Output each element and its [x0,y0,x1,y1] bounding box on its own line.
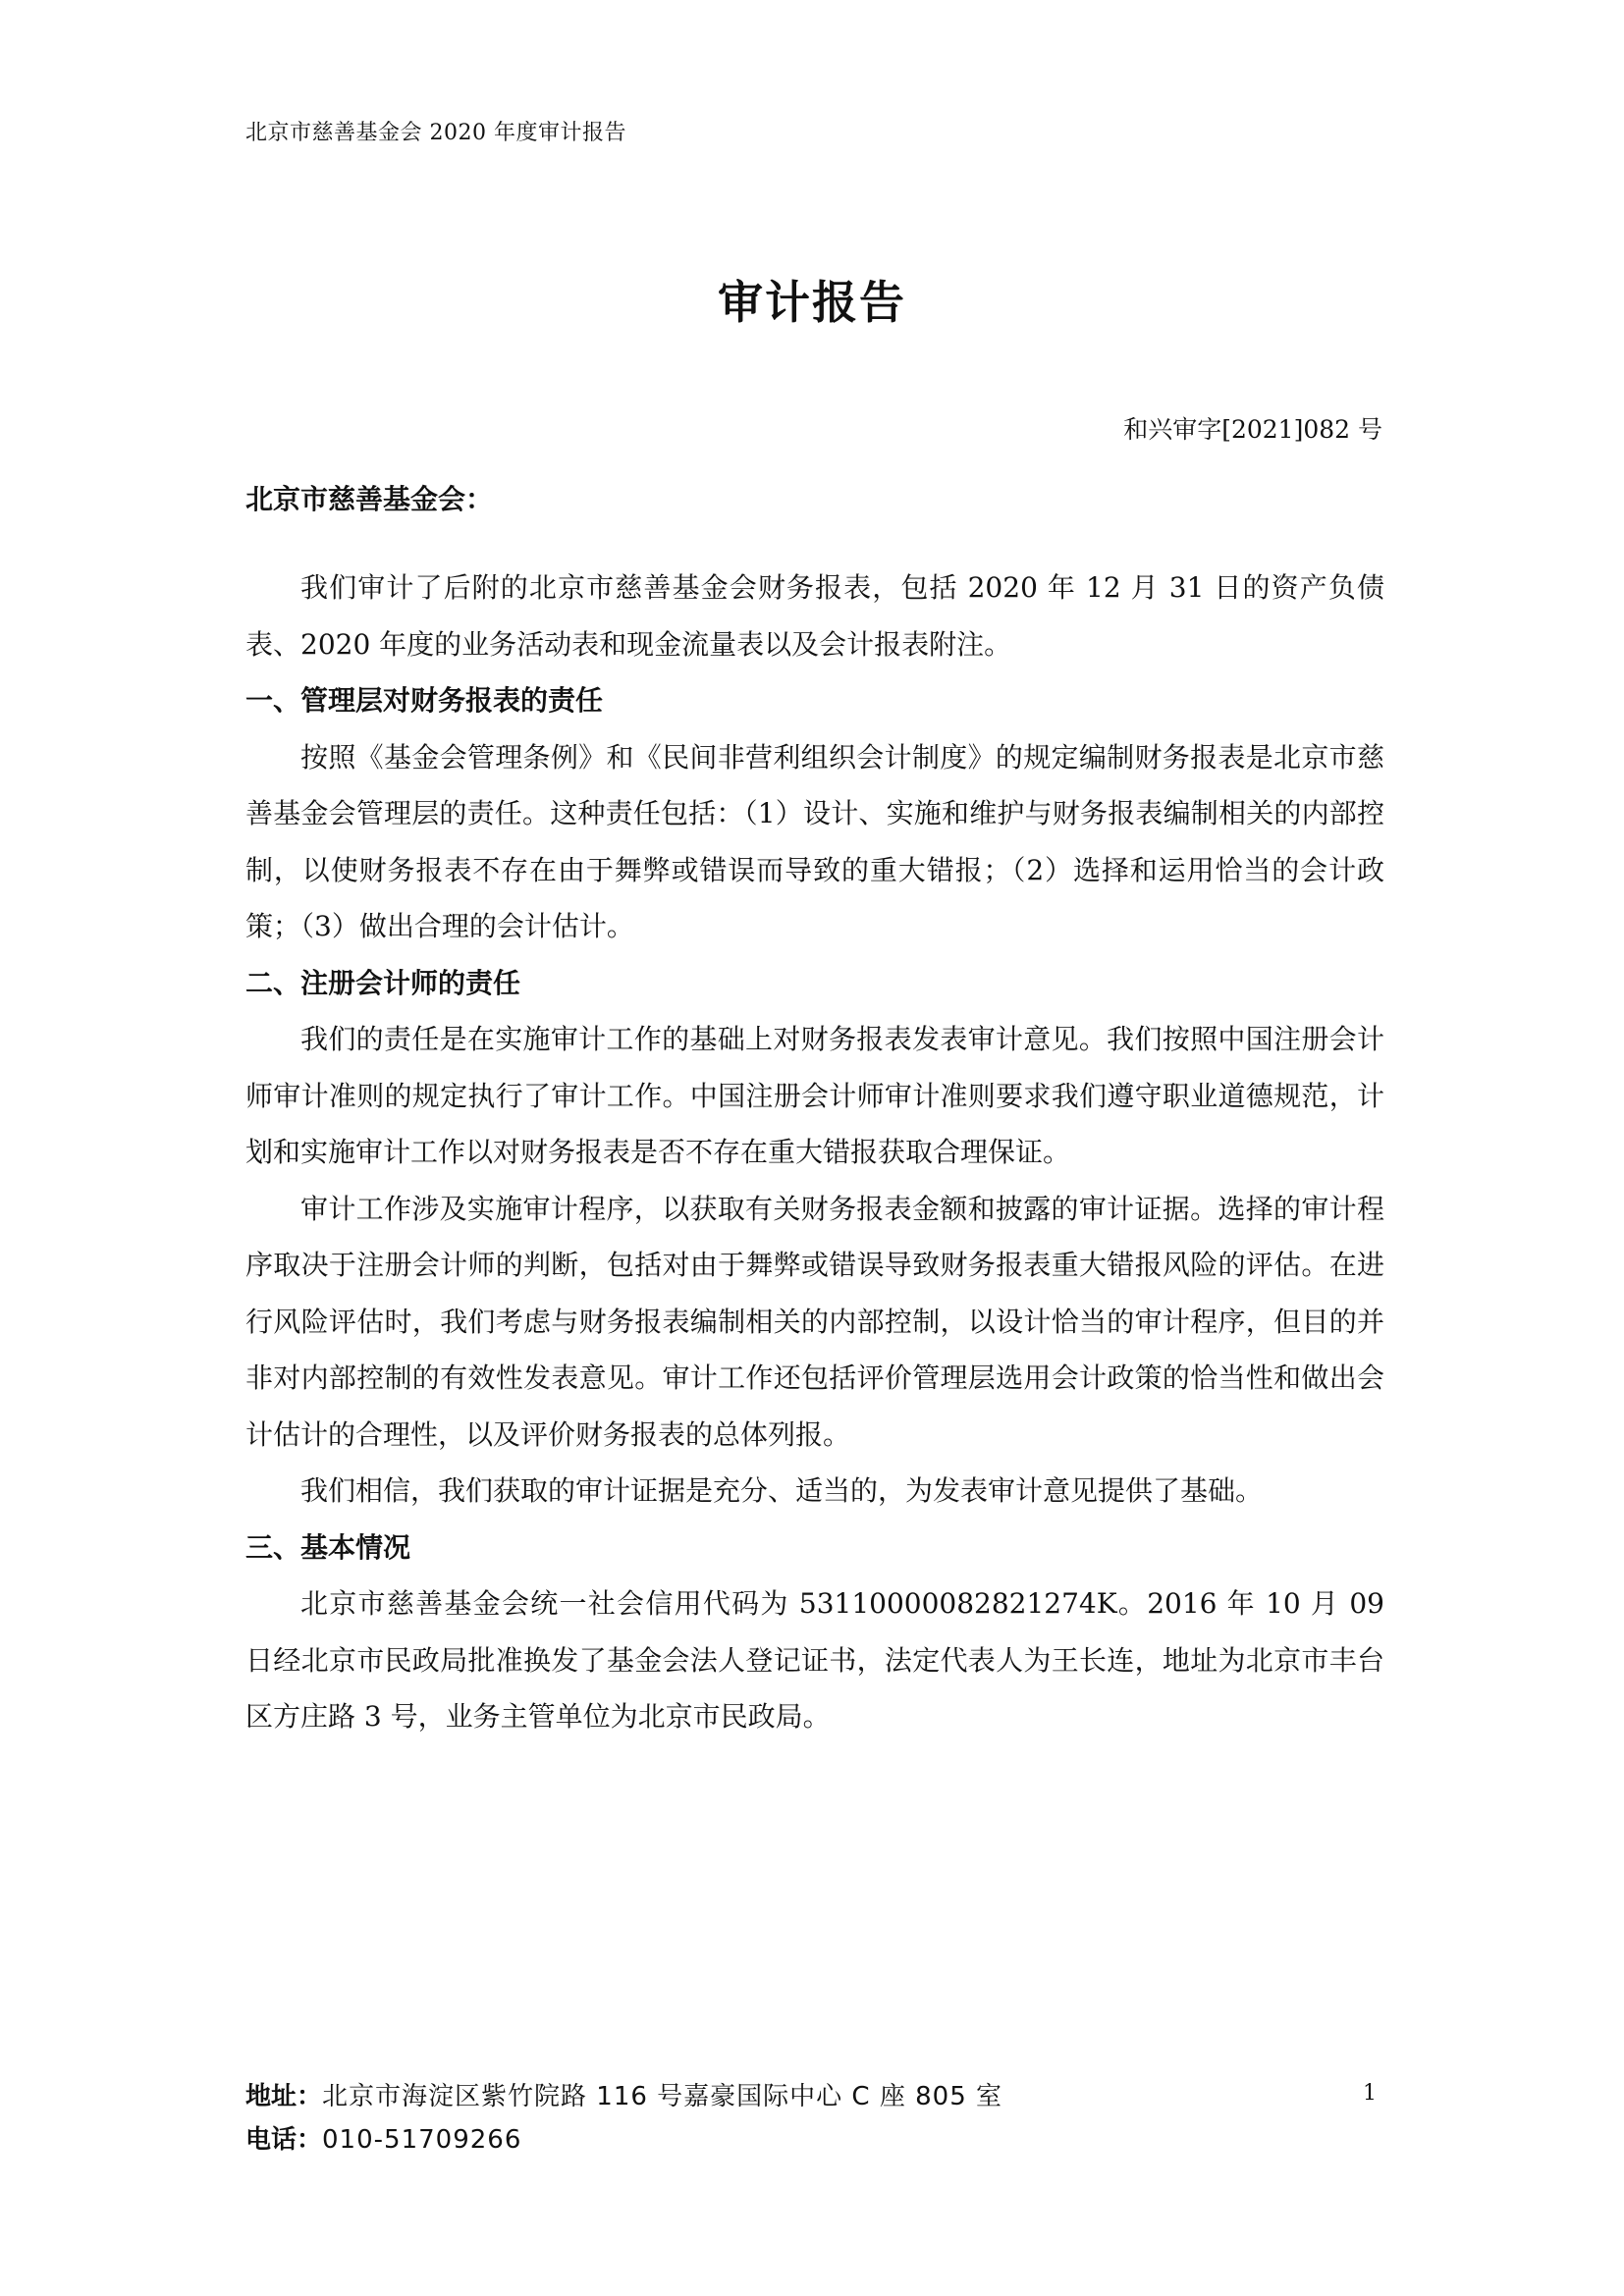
footer-address [245,2075,1002,2118]
phone-label: 电话： [245,2125,323,2155]
paragraph-management-responsibility: 按照《基金会管理条例》和《民间非营利组织会计制度》的规定编制财务报表是北京市慈善基金会管理层的责任。这种责任包括：（1）设计、实施和维护与财务报表编制相关的内部控制，以使财务报表不存在由于舞弊或错误而导致的重大错报；（2）选择和运用恰当的会计政策；（3）做出合理的会计估计。 [245,740,1384,942]
page-title: 审计报告 [718,276,906,329]
page-footer [245,2075,1002,2162]
report-body [245,560,1384,1745]
paragraph-audit-evidence: 我们相信，我们获取的审计证据是充分、适当的，为发表审计意见提供了基础。 [300,1474,1264,1507]
paragraph-auditor-responsibility: 我们的责任是在实施审计工作的基础上对财务报表发表审计意见。我们按照中国注册会计师审计准则的规定执行了审计工作。中国注册会计师审计准则要求我们遵守职业道德规范，计划和实施审计工作以对财务报表是否不存在重大错报获取合理保证。 [245,1023,1384,1168]
address-label: 地址： [245,2082,323,2111]
address-value: 北京市海淀区紫竹院路 116 号嘉豪国际中心 C 座 805 室 [322,2082,1003,2111]
footer-phone [245,2118,1002,2162]
addressee: 北京市慈善基金会： [245,483,494,515]
section-heading-management: 一、管理层对财务报表的责任 [245,684,604,717]
paragraph-audit-procedures: 审计工作涉及实施审计程序，以获取有关财务报表金额和披露的审计证据。选择的审计程序取决于注册会计师的判断，包括对由于舞弊或错误导致财务报表重大错报风险的评估。在进行风险评估时，我们考虑与财务报表编制相关的内部控制，以设计恰当的审计程序，但目的并非对内部控制的有效性发表意见。审计工作还包括评价管理层选用会计政策的恰当性和做出会计估计的合理性，以及评价财务报表的总体列报。 [245,1192,1384,1451]
reference-number: 和兴审字[2021]082 号 [1123,415,1382,444]
paragraph-basic-info: 北京市慈善基金会统一社会信用代码为 53110000082821274K。2016 年 10 月 09 日经北京市民政局批准换发了基金会法人登记证书，法定代表人为王长连，地址为北京市丰台区方庄路 3 号，业务主管单位为北京市民政局。 [245,1587,1384,1733]
page-number: 1 [1363,2081,1377,2106]
phone-value: 010-51709266 [322,2125,522,2155]
section-heading-basic-info: 三、基本情况 [245,1530,411,1564]
running-header: 北京市慈善基金会 2020 年度审计报告 [245,121,626,145]
section-heading-auditor: 二、注册会计师的责任 [245,966,521,999]
intro-paragraph: 我们审计了后附的北京市慈善基金会财务报表，包括 2020 年 12 月 31 日的资产负债表、2020 年度的业务活动表和现金流量表以及会计报表附注。 [245,571,1384,661]
